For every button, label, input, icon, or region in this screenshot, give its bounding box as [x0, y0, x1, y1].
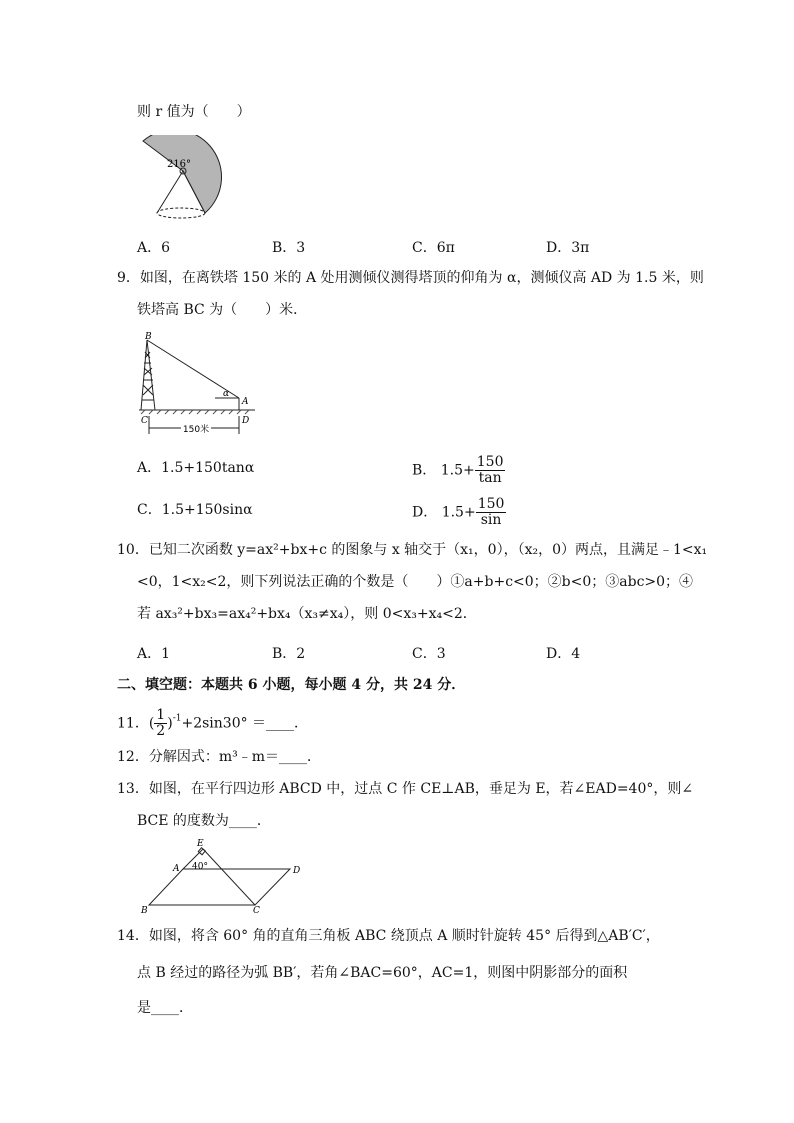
q13-line1: 13．如图，在平行四边形 ABCD 中，过点 C 作 CE⊥AB，垂足为 E，若∠EAD=40°，则∠ — [117, 781, 694, 797]
q9-label-d: D — [242, 416, 250, 426]
q8-option-a: A．6 — [137, 240, 171, 256]
q9-label-a: A — [242, 397, 249, 407]
q10-option-a: A．1 — [137, 646, 171, 662]
q13-angle-label: 40° — [192, 862, 208, 872]
q10-line1: 10．已知二次函数 y=ax²+bx+c 的图象与 x 轴交于（x₁，0），（x₂，0）两点，且满足﹣1<x₁ — [117, 542, 708, 558]
q13-label-c: C — [253, 906, 260, 915]
q9-label-b: B — [145, 332, 152, 342]
q10-option-d: D．4 — [546, 646, 581, 662]
q8-option-d: D．3π — [546, 240, 590, 256]
q8-stem-end: 则 r 值为（ ） — [137, 104, 251, 120]
q9-distance-label: 150米 — [182, 425, 210, 435]
q9-line1: 9．如图，在离铁塔 150 米的 A 处用测倾仪测得塔顶的仰角为 α，测倾仪高 AD 为 1.5 米，则 — [117, 270, 704, 286]
q10-option-c: C．3 — [412, 646, 446, 662]
q10-option-b: B．2 — [272, 646, 306, 662]
q8-sector-figure — [135, 135, 230, 220]
q13-label-a: A — [173, 864, 180, 874]
q14-line2: 点 B 经过的路径为弧 BB′，若角∠BAC=60°，AC=1，则图中阴影部分的面积 — [137, 965, 628, 981]
q9-tower-figure — [135, 330, 260, 442]
q9-label-c: C — [141, 416, 148, 426]
q9-option-d: D． 1.5+ $\frac{150}{\sin}$ — [412, 496, 505, 528]
q10-line2: <0，1<x₂<2，则下列说法正确的个数是（ ）①a+b+c<0；②b<0；③abc>0；④ — [137, 574, 694, 590]
q13-label-e: E — [197, 839, 204, 849]
q8-option-c: C．6π — [412, 240, 455, 256]
q8-option-b: B．3 — [272, 240, 306, 256]
q9-label-alpha: α — [223, 389, 230, 399]
q13-label-d: D — [293, 866, 301, 876]
q9-line2: 铁塔高 BC 为（ ）米． — [137, 302, 308, 318]
q9-option-a: A．1.5+150tanα — [137, 460, 255, 476]
q9-option-c: C．1.5+150sinα — [137, 502, 253, 518]
q14-line1: 14．如图，将含 60° 角的直角三角板 ABC 绕顶点 A 顺时针旋转 45° 后得到△AB′C′， — [117, 928, 660, 944]
q14-line3: 是____． — [137, 1000, 193, 1016]
q13-parallelogram-figure — [135, 835, 305, 915]
q8-angle-label: 216° — [166, 159, 192, 170]
section-heading-fill-in: 二、填空题：本题共 6 小题，每小题 4 分，共 24 分． — [117, 677, 466, 693]
q9-option-b: B． 1.5+ $\frac{150}{\tan}$ — [412, 454, 504, 486]
q12: 12．分解因式：m³﹣m＝____． — [117, 749, 321, 765]
q13-line2: BCE 的度数为____． — [137, 813, 271, 829]
q13-label-b: B — [141, 906, 148, 915]
q10-line3: 若 ax₃²+bx₃=ax₄²+bx₄（x₃≠x₄），则 0<x₃+x₄<2． — [137, 606, 477, 622]
q11: 11．( $\frac{1}{2}$ )$^{-1}$+2sin30° ＝____． — [117, 707, 309, 739]
